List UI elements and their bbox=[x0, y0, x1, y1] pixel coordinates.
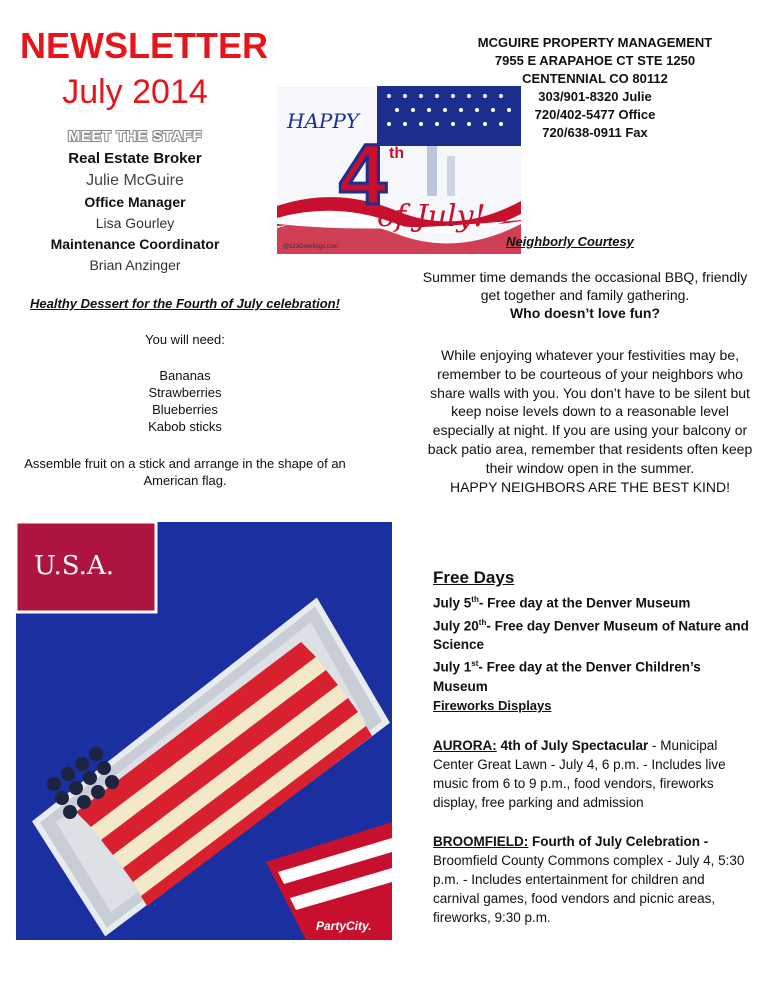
fourth-of-july-banner bbox=[277, 86, 521, 254]
company-name: MCGUIRE PROPERTY MANAGEMENT bbox=[477, 35, 713, 50]
banner-th: th bbox=[389, 145, 405, 162]
fireworks-event-aurora bbox=[433, 736, 753, 812]
event-name: Fourth of July Celebration - bbox=[528, 834, 709, 849]
event-details: - Municipal Center Great Lawn - July 4, 6 p.m. - Includes live music from 6 to 9 p.m., food vendors, fireworks display, free parking and admission bbox=[433, 738, 726, 810]
event-name: 4th of July Spectacular bbox=[496, 738, 649, 753]
fireworks-event-broomfield bbox=[433, 832, 753, 927]
newsletter-title: NEWSLETTER bbox=[20, 25, 268, 66]
free-day-item: July 1st- Free day at the Denver Children’s Museum bbox=[433, 659, 701, 694]
photo-credit: PartyCity. bbox=[316, 919, 372, 933]
ingredient-item: Blueberries bbox=[152, 402, 218, 417]
free-day-item: July 5th- Free day at the Denver Museum bbox=[433, 595, 691, 611]
staff-name: Julie McGuire bbox=[86, 172, 184, 189]
staff-role: Maintenance Coordinator bbox=[50, 236, 220, 252]
courtesy-body bbox=[420, 346, 760, 496]
dessert-title: Healthy Dessert for the Fourth of July celebration! bbox=[30, 296, 340, 311]
newsletter-date: July 2014 bbox=[62, 73, 208, 111]
need-label: You will need: bbox=[145, 332, 225, 347]
staff-list bbox=[40, 148, 230, 276]
staff-role: Real Estate Broker bbox=[68, 150, 202, 167]
company-fax: 720/638-0911 Fax bbox=[542, 125, 648, 140]
banner-four: 4 bbox=[339, 127, 387, 223]
event-city: AURORA: bbox=[433, 738, 497, 753]
courtesy-closing: HAPPY NEIGHBORS ARE THE BEST KIND! bbox=[449, 478, 731, 495]
staff-role: Office Manager bbox=[84, 194, 186, 210]
free-day-item: July 20th- Free day Denver Museum of Nature and Science bbox=[433, 617, 749, 652]
fruit-flag-photo bbox=[16, 522, 392, 940]
banner-of-july: of July! bbox=[377, 199, 486, 234]
company-city: CENTENNIAL CO 80112 bbox=[522, 71, 668, 86]
company-phone-office: 720/402-5477 Office bbox=[534, 107, 656, 122]
ingredients-list bbox=[20, 367, 350, 435]
staff-name: Lisa Gourley bbox=[95, 215, 175, 231]
staff-name: Brian Anzinger bbox=[89, 257, 181, 273]
courtesy-intro bbox=[420, 268, 750, 322]
free-days-title: Free Days bbox=[433, 568, 515, 587]
ingredient-item: Kabob sticks bbox=[148, 419, 222, 434]
fireworks-title: Fireworks Displays bbox=[433, 698, 552, 713]
banner-credit: @123Greetings.com bbox=[283, 244, 339, 250]
photo-usa-banner: U.S.A. bbox=[34, 551, 114, 581]
event-details: Broomfield County Commons complex - July 4, 5:30 p.m. - Includes entertainment for children and carnival games, food vendors and picnic areas, fireworks, 9:30 p.m. bbox=[433, 853, 745, 925]
ingredient-item: Strawberries bbox=[148, 385, 222, 400]
banner-happy: HAPPY bbox=[287, 109, 360, 133]
company-street: 7955 E ARAPAHOE CT STE 1250 bbox=[494, 53, 696, 68]
ingredient-item: Bananas bbox=[159, 368, 211, 383]
company-phone-julie: 303/901-8320 Julie bbox=[538, 89, 652, 104]
courtesy-title: Neighborly Courtesy bbox=[506, 234, 634, 249]
courtesy-body-text: While enjoying whatever your festivities may be, remember to be courteous of your neighbors who share walls with you. You don’t have to be silent but keep noise levels down to a reasonable level especially at night. If you are using your balcony or back patio area, remember that residents often keep their window open in the summer. bbox=[427, 347, 753, 476]
courtesy-intro-text: Summer time demands the occasional BBQ, friendly get together and family gathering. bbox=[422, 269, 748, 303]
courtesy-intro-bold: Who doesn’t love fun? bbox=[509, 305, 661, 321]
staff-heading: MEET THE STAFF bbox=[67, 128, 203, 145]
event-city: BROOMFIELD: bbox=[433, 834, 529, 849]
free-days-list bbox=[433, 590, 753, 696]
dessert-instructions: Assemble fruit on a stick and arrange in the shape of an American flag. bbox=[24, 456, 346, 488]
